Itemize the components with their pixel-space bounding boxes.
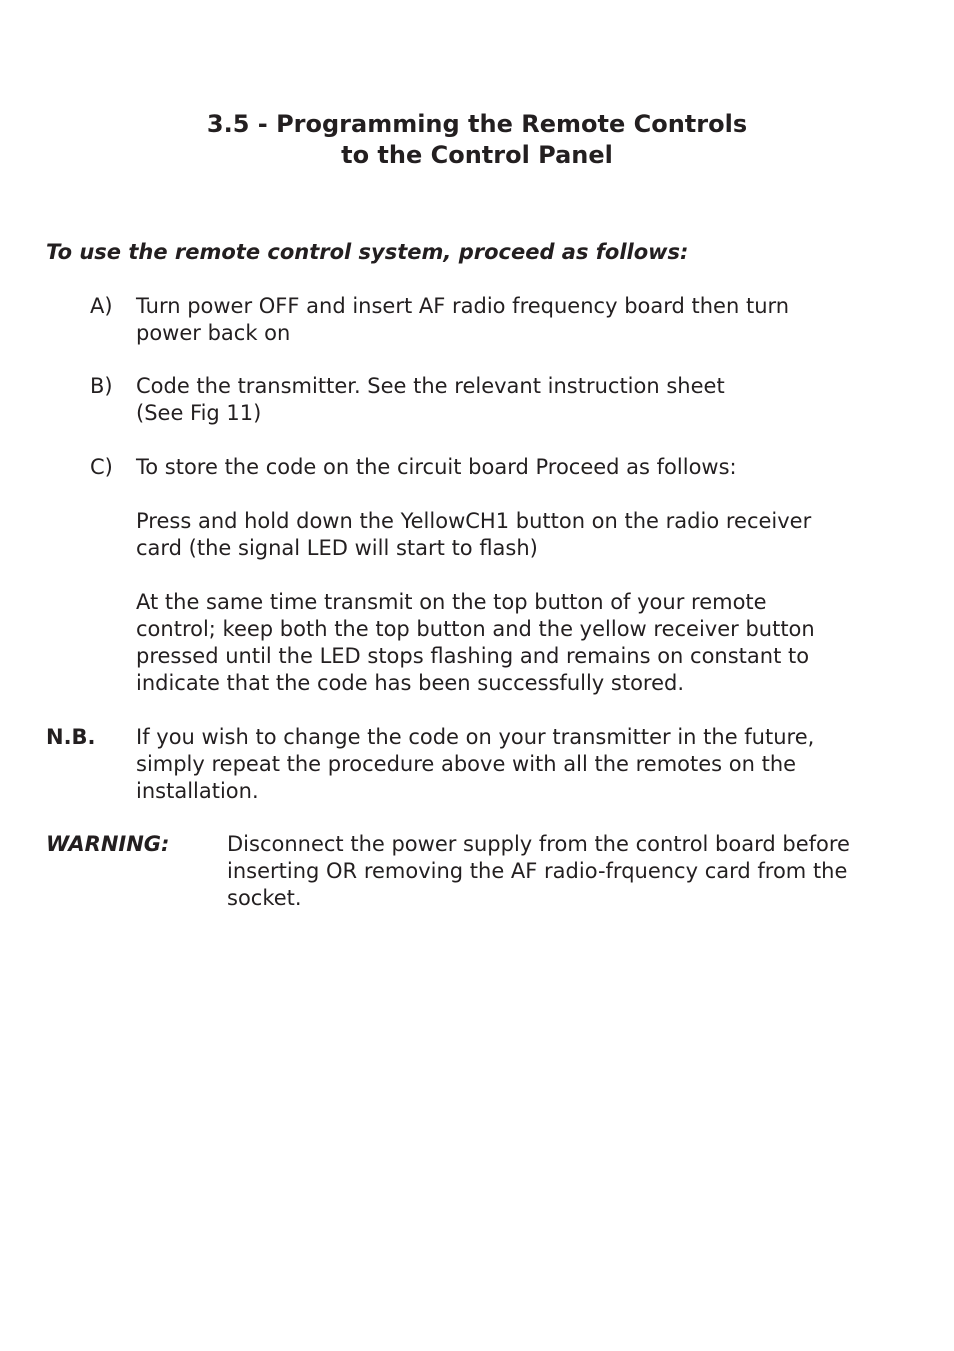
warning-label: WARNING: xyxy=(46,832,170,856)
step-c-paragraph-1-line-1: Press and hold down the YellowCH1 button on the radio receiver xyxy=(136,509,812,533)
intro-text: To use the remote control system, proceed as follows: xyxy=(46,240,689,264)
page-title-line-1: 3.5 - Programming the Remote Controls xyxy=(206,110,748,138)
step-c-paragraph-2-line-1: At the same time transmit on the top button of your remote xyxy=(136,590,767,614)
warning-line-3: socket. xyxy=(227,886,302,910)
step-c-paragraph-2 xyxy=(136,589,916,697)
step-b-line-1: Code the transmitter. See the relevant instruction sheet xyxy=(136,374,725,398)
step-a-line-1: Turn power OFF and insert AF radio frequency board then turn xyxy=(136,294,790,318)
page-title xyxy=(0,109,954,171)
note-line-2: simply repeat the procedure above with all the remotes on the xyxy=(136,752,797,776)
step-c-line-1: To store the code on the circuit board Proceed as follows: xyxy=(136,455,737,479)
page-title-line-2: to the Control Panel xyxy=(341,141,613,169)
note-line-1: If you wish to change the code on your transmitter in the future, xyxy=(136,725,815,749)
note-line-3: installation. xyxy=(136,779,259,803)
step-a-line-2: power back on xyxy=(136,321,291,345)
step-c-paragraph-1 xyxy=(136,508,916,562)
note-label: N.B. xyxy=(46,725,96,749)
step-b-text xyxy=(136,373,916,427)
warning-line-1: Disconnect the power supply from the control board before xyxy=(227,832,850,856)
step-c-paragraph-2-line-3: pressed until the LED stops flashing and remains on constant to xyxy=(136,644,810,668)
note-text xyxy=(136,724,916,805)
step-a-letter: A) xyxy=(90,294,113,318)
warning-text xyxy=(227,831,927,912)
step-a-text xyxy=(136,293,916,347)
step-b-line-2: (See Fig 11) xyxy=(136,401,262,425)
step-c-letter: C) xyxy=(90,455,113,479)
step-b-letter: B) xyxy=(90,374,113,398)
warning-line-2: inserting OR removing the AF radio-frquency card from the xyxy=(227,859,848,883)
step-c-paragraph-2-line-2: control; keep both the top button and the yellow receiver button xyxy=(136,617,815,641)
step-c-paragraph-2-line-4: indicate that the code has been successfully stored. xyxy=(136,671,685,695)
step-c-text xyxy=(136,454,916,481)
step-c-paragraph-1-line-2: card (the signal LED will start to flash) xyxy=(136,536,538,560)
